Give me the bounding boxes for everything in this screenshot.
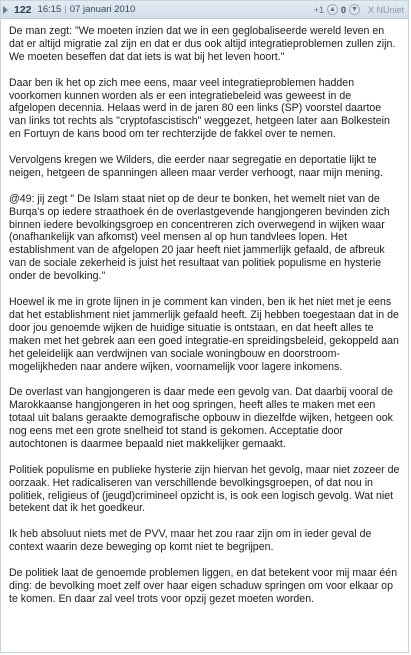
nuniet-button[interactable]: X NUniet (367, 4, 404, 15)
comment-paragraph: De man zegt: "We moeten inzien dat we in een geglobaliseerde wereld leven en dat er altijd migratie zal zijn en dat er dus ook altijd integratieproblemen zullen zijn. We moeten beseffen dat dat iets is wat bij het leven hoort." (9, 25, 396, 63)
comment-date: 07 januari 2010 (69, 4, 136, 15)
header-separator: | (64, 4, 67, 15)
score-prefix: +1 (313, 4, 324, 15)
score-value: 0 (340, 4, 346, 15)
comment-paragraph: Hoewel ik me in grote lijnen in je comment kan vinden, ben ik het niet met je eens dat het establishment niet jammerlijk gefaald heeft. Zij hebben toegestaan dat in de door jou genoemde wijken de huidige situatie is ontstaan, en dat heeft alles te maken met het gebrek aan een goed integratie-en spreidingsbeleid, gekoppeld aan het geleidelijk aan verdwijnen van sociale woningbouw en doorstroom-mogelijkheden naar andere wijken, voornamelijk voor lagere inkomens. (9, 295, 399, 373)
vote-controls (314, 1, 404, 18)
comment-body (1, 19, 408, 606)
comment-paragraph: De politiek laat de genoemde problemen liggen, en dat betekent voor mij maar één ding: de bevolking moet zelf over haar eigen schaduw springen om voor elkaar op te komen. En daar zal veel trots voor opzij gezet moeten worden. (9, 566, 398, 605)
comment-paragraph: Vervolgens kregen we Wilders, die eerder naar segregatie en deportatie lijkt te neigen, hetgeen de spanningen alleen maar verder verhoogt, naar mijn mening. (9, 154, 383, 179)
comment-time: 16:15 (37, 4, 62, 15)
comment-paragraph: @49: jij zegt " De Islam staat niet op de deur te bonken, het wemelt niet van de Burqa's op iedere straathoek én de overlastgevende hangjongeren bevinden zich binnen iedere bevolkingsgroep en concentreren zich overwegend in wijken waar (onafhankelijk van afkomst) veel mensen al op hun tandvlees lopen. Het establishment van de afgelopen 20 jaar heeft niet jammerlijk gefaald, de afbreuk van de sociale zekerheid is juist het resultaat van politiek populisme en hysterie onder de bevolking." (9, 192, 390, 283)
comment-paragraph: De overlast van hangjongeren is daar mede een gevolg van. Dat daarbij vooral de Marokkaanse hangjongeren in het oog springen, heeft alles te maken met een totaal uit balans geraakte demografische opbouw in diezelfde wijken, hetgeen ook nog eens met een grote snelheid tot stand is gekomen. Acceptatie door autochtonen is daarmee bepaald niet makkelijker gemaakt. (9, 386, 393, 450)
vote-down-icon[interactable]: ▼ (349, 4, 360, 15)
comment-header (1, 1, 408, 19)
comment-number[interactable]: 122 (14, 3, 32, 16)
comment-paragraph: Ik heb absoluut niets met de PVV, maar het zou raar zijn om in ieder geval de context waarin deze beweging op komt niet te begrijpen. (9, 528, 372, 554)
comment-paragraph: Daar ben ik het op zich mee eens, maar veel integratieproblemen hadden voorkomen kunnen worden als er een integratiebeleid was geweest in de afgelopen decennia. Helaas werd in de jaren 80 een links (SP) voorstel daartoe van links tot rechts als "cryptofascistisch" weggezet, hetgeen later aan Bolkestein en Fortuyn de kans bood om ter rechterzijde de fakkel over te nemen. (9, 76, 390, 141)
comment-paragraph: Politiek populisme en publieke hysterie zijn hiervan het gevolg, maar niet zozeer de oorzaak. Het radicaliseren van verschillende bevolkingsgroepen, of dat nou in politiek, religieus of (jeugd)crimineel opzicht is, is ook een logisch gevolg. Wat niet betekent dat ik het goedkeur. (9, 463, 400, 515)
collapse-arrow-icon[interactable] (3, 6, 8, 14)
vote-up-icon[interactable]: ▲ (327, 4, 338, 15)
